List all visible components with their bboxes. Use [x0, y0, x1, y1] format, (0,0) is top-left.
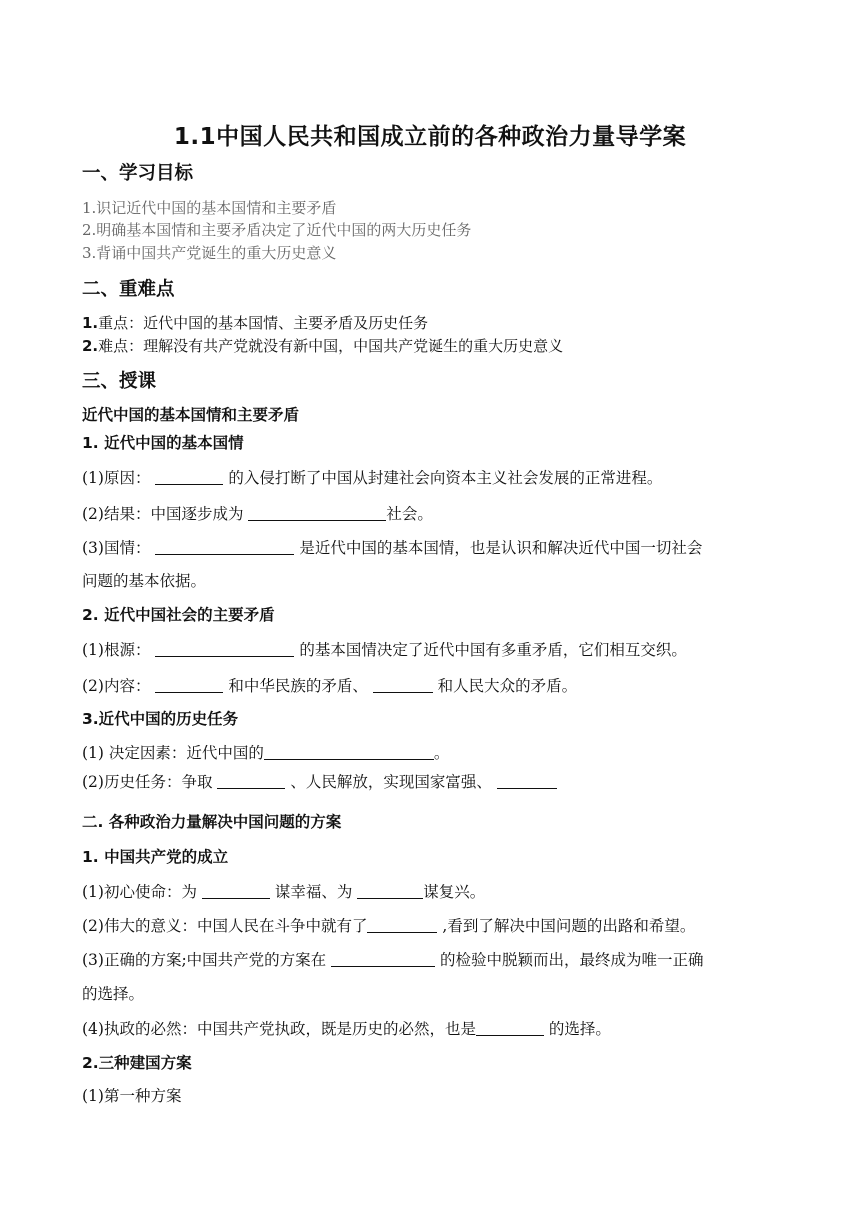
fill-line	[82, 1021, 611, 1038]
answer-blank[interactable]	[357, 884, 423, 899]
fill-line	[82, 540, 702, 557]
subsection-title: 2. 近代中国社会的主要矛盾	[82, 606, 275, 624]
section-heading-objectives: 一、学习目标	[82, 163, 194, 184]
answer-blank[interactable]	[248, 506, 386, 521]
line-text: (2)结果：中国逐步成为	[82, 505, 249, 523]
answer-blank[interactable]	[155, 540, 294, 555]
answer-blank[interactable]	[217, 774, 285, 789]
key-point-text: 重点：近代中国的基本国情、主要矛盾及历史任务	[98, 314, 429, 332]
answer-blank[interactable]	[155, 678, 223, 693]
answer-blank[interactable]	[202, 884, 270, 899]
fill-line	[82, 470, 662, 487]
fill-line	[82, 952, 704, 969]
document-title: 1.1中国人民共和国成立前的各种政治力量导学案	[173, 124, 687, 150]
objective-item: 3.背诵中国共产党诞生的重大历史意义	[82, 244, 337, 262]
line-text: (4)执政的必然：中国共产党执政，既是历史的必然，也是	[82, 1020, 476, 1038]
line-text: (1)原因：	[82, 469, 156, 487]
line-text: (3)国情：	[82, 539, 156, 557]
difficult-point-text: 难点：理解没有共产党就没有新中国，中国共产党诞生的重大历史意义	[98, 337, 564, 355]
line-text: 社会。	[386, 505, 433, 523]
fill-line	[82, 678, 577, 695]
line-text: 。	[433, 744, 450, 762]
line-text: 的选择。	[543, 1020, 611, 1038]
line-text: 、人民解放，实现国家富强、	[285, 773, 497, 791]
difficult-point	[82, 339, 563, 354]
line-text: 谋复兴。	[423, 883, 486, 901]
fill-line	[82, 918, 695, 935]
line-text: (1)根源：	[82, 641, 156, 659]
answer-blank[interactable]	[373, 678, 433, 693]
fill-line	[82, 774, 557, 791]
line-text: ,看到了解决中国问题的出路和希望。	[437, 917, 696, 935]
line-text: (2)内容：	[82, 677, 156, 695]
topic-heading: 近代中国的基本国情和主要矛盾	[82, 406, 300, 424]
fill-line	[82, 506, 433, 523]
answer-blank[interactable]	[155, 470, 223, 485]
fill-line	[82, 642, 687, 659]
line-text: (3)正确的方案;中国共产党的方案在	[82, 951, 332, 969]
line-text: (2)伟大的意义：中国人民在斗争中就有了	[82, 917, 368, 935]
line-continuation: 问题的基本依据。	[82, 572, 207, 590]
answer-blank[interactable]	[367, 918, 437, 933]
section-heading-lesson: 三、授课	[82, 371, 157, 392]
fill-line	[82, 884, 485, 901]
fill-line	[82, 745, 449, 762]
subsection-title: 1. 中国共产党的成立	[82, 848, 229, 866]
line-continuation: 的选择。	[82, 985, 145, 1003]
objective-item: 2.明确基本国情和主要矛盾决定了近代中国的两大历史任务	[82, 221, 472, 239]
line-text: 的检验中脱颖而出，最终成为唯一正确	[435, 951, 704, 969]
line-text: 和人民大众的矛盾。	[432, 677, 578, 695]
answer-blank[interactable]	[497, 774, 557, 789]
subsection-title: 3.近代中国的历史任务	[82, 710, 239, 728]
line-text: (1) 决定因素：近代中国的	[82, 744, 264, 762]
section-heading-political-forces: 二. 各种政治力量解决中国问题的方案	[82, 813, 342, 831]
key-point	[82, 316, 428, 331]
key-point-number: 1.	[82, 314, 99, 332]
answer-blank[interactable]	[331, 952, 435, 967]
line-text: 和中华民族的矛盾、	[223, 677, 373, 695]
difficult-point-number: 2.	[82, 337, 99, 355]
line-text: (1)初心使命：为	[82, 883, 202, 901]
subsection-title: 1. 近代中国的基本国情	[82, 434, 244, 452]
subsection-title: 2.三种建国方案	[82, 1054, 192, 1072]
objective-item: 1.识记近代中国的基本国情和主要矛盾	[82, 199, 337, 217]
line-text: 是近代中国的基本国情，也是认识和解决近代中国一切社会	[294, 539, 703, 557]
line-text: 的基本国情决定了近代中国有多重矛盾，它们相互交织。	[294, 641, 687, 659]
line-text: (2)历史任务：争取	[82, 773, 218, 791]
answer-blank[interactable]	[476, 1021, 544, 1036]
line-text: 的入侵打断了中国从封建社会向资本主义社会发展的正常进程。	[223, 469, 663, 487]
line-text: 谋幸福、为	[269, 883, 358, 901]
section-heading-key-points: 二、重难点	[82, 279, 175, 300]
answer-blank[interactable]	[155, 642, 294, 657]
plan-item: (1)第一种方案	[82, 1087, 182, 1105]
answer-blank[interactable]	[264, 745, 434, 760]
